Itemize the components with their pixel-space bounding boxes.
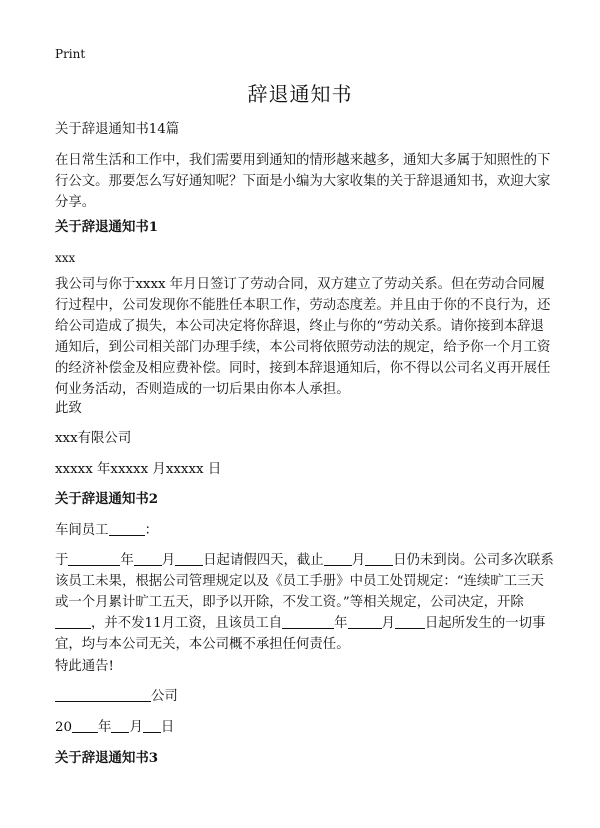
- body-text: 日起请假四天，截止: [203, 553, 324, 568]
- body-text: 月: [161, 553, 176, 568]
- section-3-heading: 关于辞退通知书3: [55, 750, 159, 766]
- body-text: 日起所发生的一切事宜，均与本公司无关，本公司概不承担任何责任。: [55, 616, 546, 652]
- body-text: 月: [351, 553, 366, 568]
- body-text: 年: [120, 553, 134, 568]
- body-text: 月: [381, 616, 395, 631]
- company-suffix: 公司: [151, 689, 178, 704]
- date-text: 20: [55, 720, 73, 735]
- body-text: 于: [55, 553, 69, 568]
- body-text: 日仍未到岗。公司多次联系该员工未果，根据公司管理规定以及《员工手册》中员工处罚规定：“连续旷工三天或一个月累计旷工五天，即予以开除，不发工资。”等相关规定，公司决定，开除: [55, 553, 554, 610]
- intro-paragraph: 在日常生活和工作中，我们需要用到通知的情形越来越多，通知大多属于知照性的下行公文。那要怎么写好通知呢？下面是小编为大家收集的关于辞退通知书，欢迎大家分享。: [55, 153, 551, 210]
- recipient-prefix: 车间员工: [55, 523, 109, 538]
- section-2-notice: 特此通告!: [55, 659, 114, 674]
- section-1-heading: 关于辞退通知书1: [55, 219, 159, 235]
- blank-field: [72, 718, 98, 733]
- section-1-company: xxx有限公司: [55, 431, 132, 446]
- date-text: 月: [129, 720, 143, 735]
- date-text: 年: [98, 720, 112, 735]
- blank-field: [55, 614, 91, 629]
- blank-field: [324, 551, 352, 566]
- section-1-recipient: xxx: [55, 251, 76, 265]
- blank-field: [143, 718, 161, 733]
- section-1-closing: 此致: [55, 401, 82, 416]
- section-2-heading: 关于辞退通知书2: [55, 491, 159, 507]
- blank-field: [68, 551, 120, 566]
- blank-field: [365, 551, 393, 566]
- section-2-date: [55, 717, 555, 738]
- date-text: 日: [160, 720, 175, 735]
- blank-field: [109, 521, 145, 536]
- body-text: ，并不发11月工资，且该员工自: [91, 616, 283, 631]
- section-2-body: [55, 550, 555, 655]
- body-text: 年: [334, 616, 348, 631]
- blank-field: [134, 551, 162, 566]
- blank-field: [175, 551, 203, 566]
- section-1-date: xxxxx 年xxxxx 月xxxxx 日: [55, 462, 222, 477]
- blank-field: [395, 614, 425, 629]
- section-2-company: [55, 686, 555, 707]
- recipient-suffix: ：: [144, 523, 158, 538]
- print-label[interactable]: Print: [55, 47, 86, 61]
- blank-field: [348, 614, 382, 629]
- blank-field: [282, 614, 334, 629]
- blank-field: [55, 687, 151, 702]
- section-1-body: 我公司与你于xxxx 年月日签订了劳动合同，双方建立了劳动关系。但在劳动合同履行过程中，公司发现你不能胜任本职工作，劳动态度差。并且由于你的不良行为，还给公司造成了损失，本公司决定将你辞退，终止与你的“劳动关系。请你接到本辞退通知后，到公司相关部门办理手续，本公司将依照劳动法的规定，给予你一个月工资的经济补偿金及相应费补偿。同时，接到本辞退通知后，你不得以公司名义再开展任何业务活动，否则造成的一切后果由你本人承担。: [55, 277, 551, 397]
- section-2-recipient: [55, 520, 555, 541]
- page-title: 辞退通知书: [247, 82, 353, 106]
- collection-title: 关于辞退通知书14篇: [55, 122, 180, 137]
- blank-field: [111, 718, 129, 733]
